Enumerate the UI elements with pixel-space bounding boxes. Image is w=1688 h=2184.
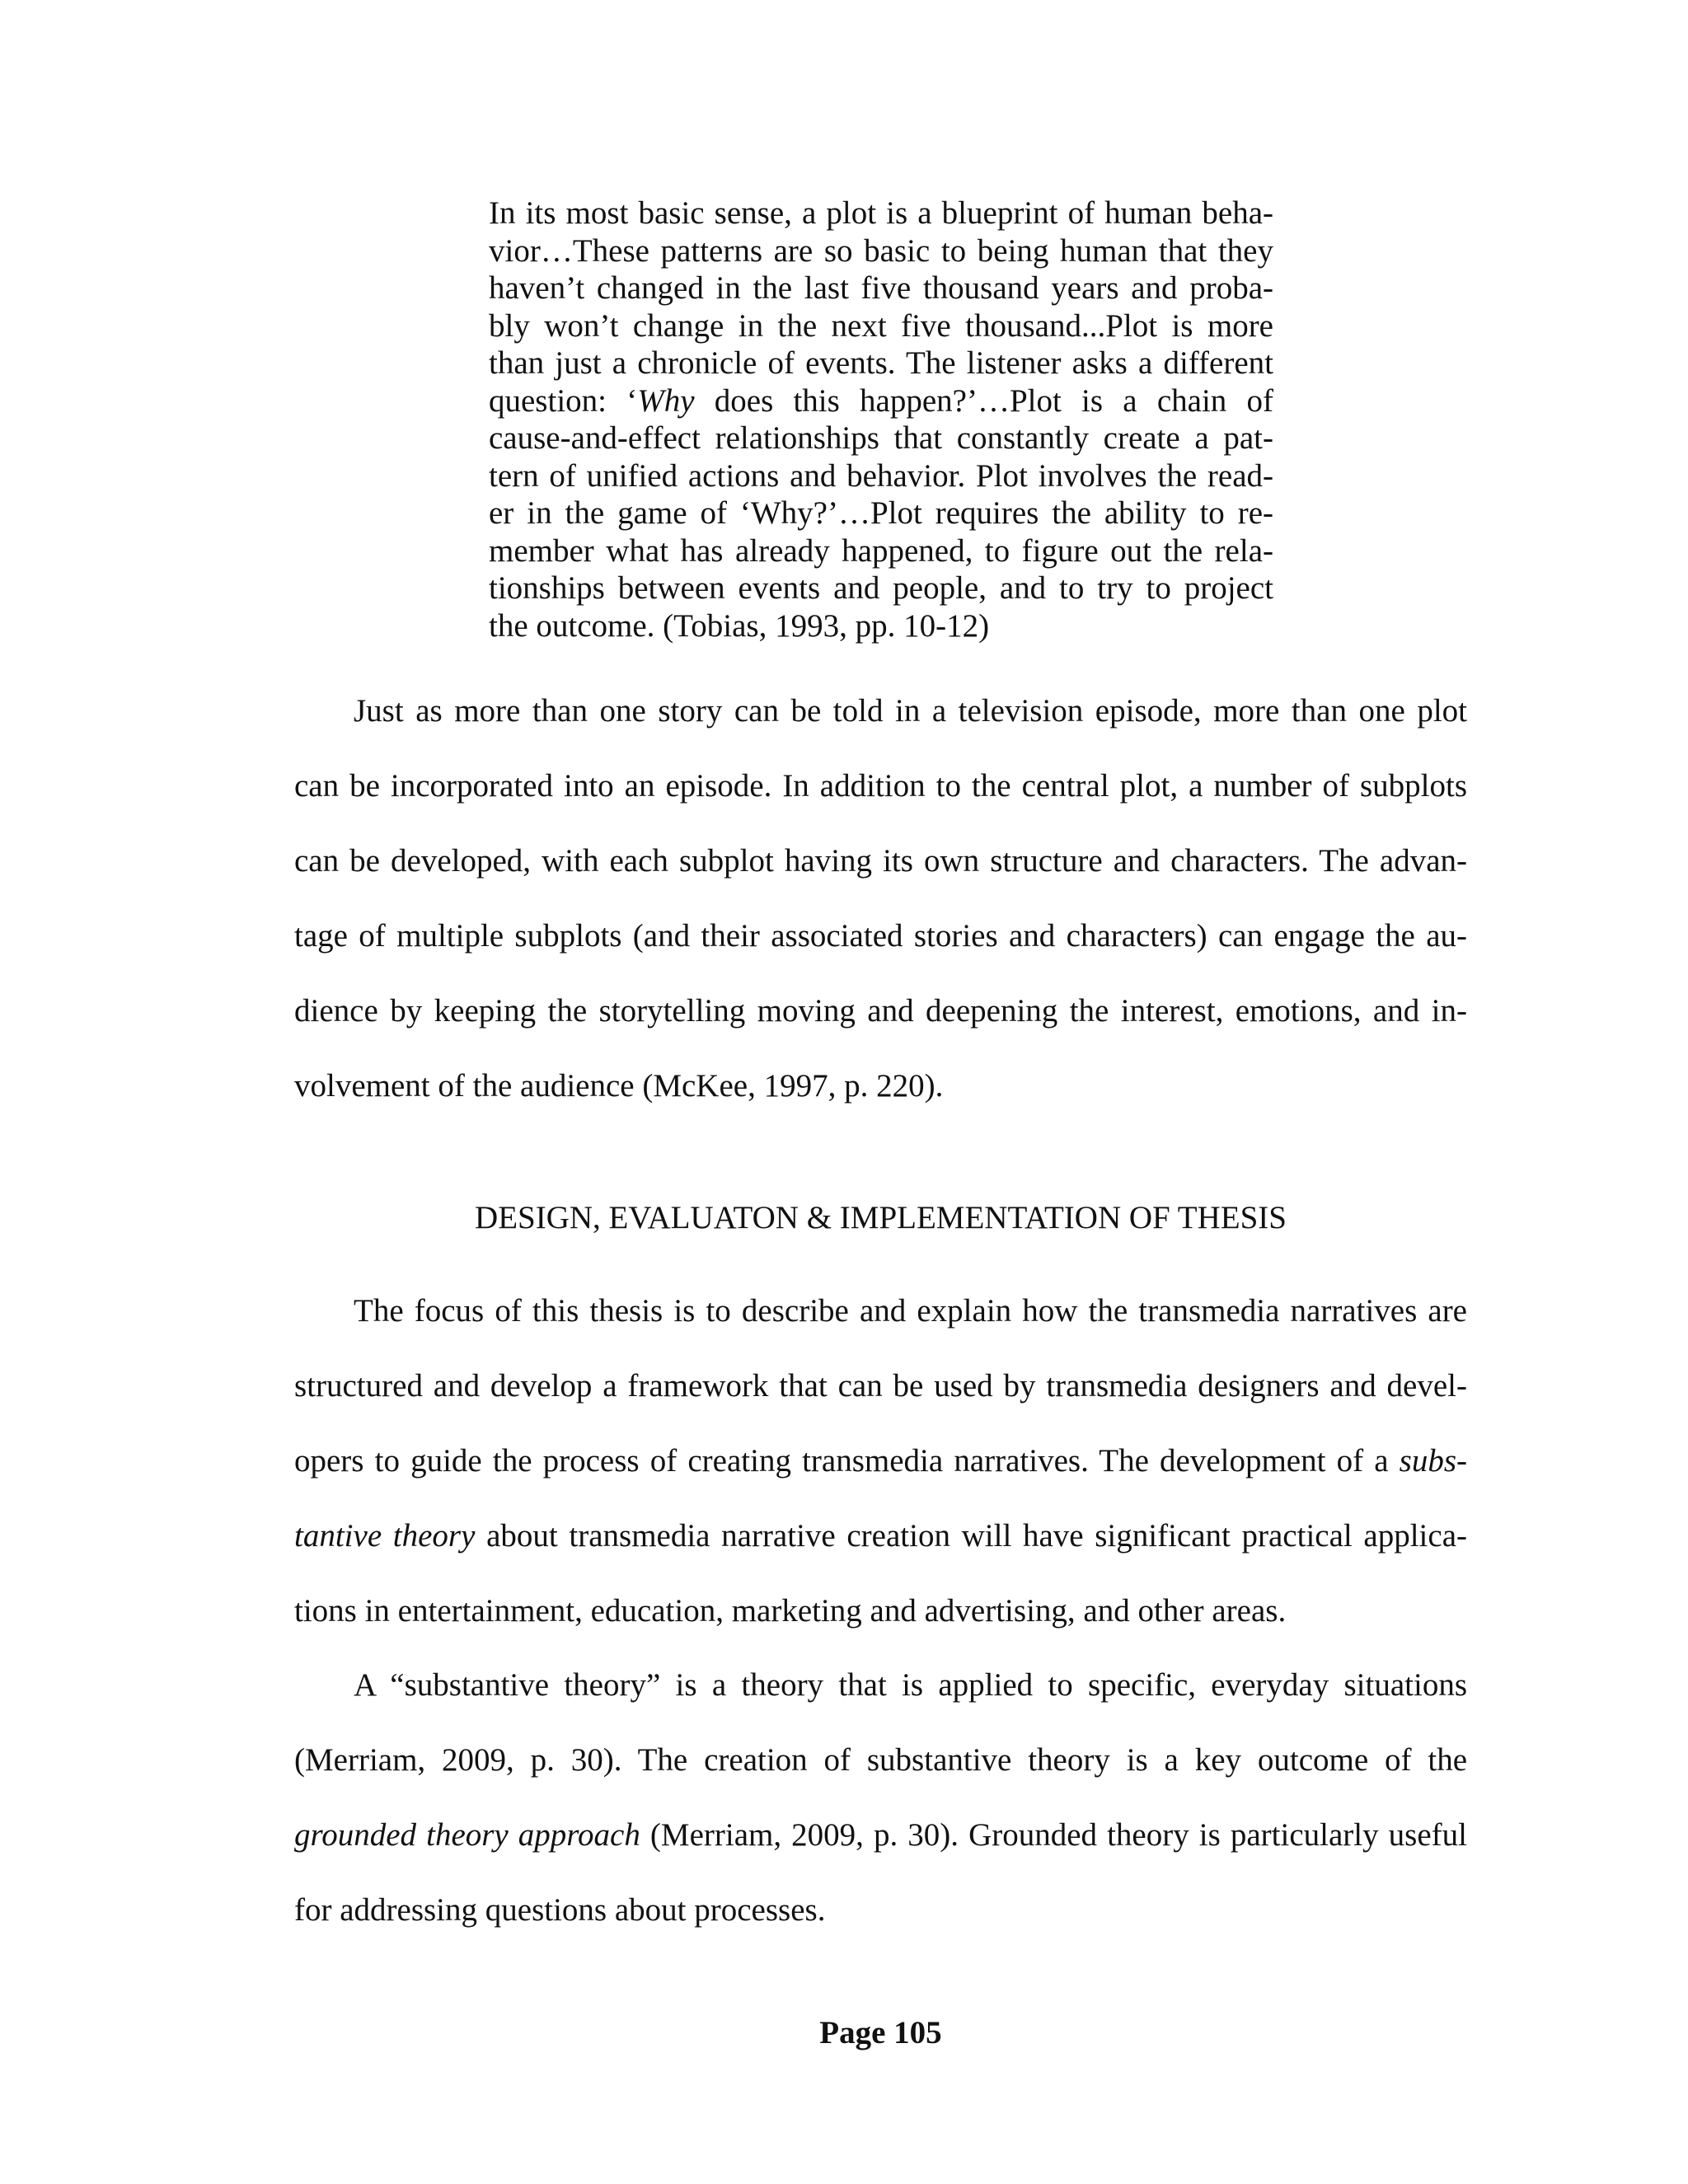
paragraph-substantive-theory: [294, 1647, 1467, 1947]
text-run: cause-and-effect relationships that constantly create a pat-: [489, 420, 1273, 456]
text-line: [489, 457, 1273, 495]
text-run: than just a chronicle of events. The listener asks a different: [489, 345, 1273, 381]
text-line: [294, 748, 1467, 823]
text-line: [294, 1797, 1467, 1872]
paragraph-subplots: [294, 673, 1467, 1123]
text-run: about transmedia narrative creation will have significant practical applica-: [475, 1518, 1467, 1554]
page-number: Page 105: [819, 2015, 942, 2050]
text-run: haven’t changed in the last five thousand years and proba-: [489, 270, 1273, 306]
text-line: [294, 1647, 1467, 1722]
text-run: structured and develop a framework that can be used by transmedia designers and devel-: [294, 1368, 1467, 1404]
text-run: volvement of the audience (McKee, 1997, p. 220).: [294, 1068, 944, 1104]
text-line: [489, 344, 1273, 382]
text-run: does this happen?’…Plot is a chain of: [694, 382, 1273, 419]
text-line: [294, 1048, 1467, 1123]
italic-text: tantive theory: [294, 1518, 476, 1554]
section-heading: DESIGN, EVALUATON & IMPLEMENTATION OF THESIS: [475, 1200, 1287, 1235]
text-line: [294, 1423, 1467, 1498]
text-line: [489, 307, 1273, 345]
text-line: [489, 194, 1273, 232]
text-run: opers to guide the process of creating transmedia narratives. The development of a: [294, 1443, 1400, 1479]
text-run: In its most basic sense, a plot is a blueprint of human beha-: [489, 195, 1273, 231]
text-line: [294, 1273, 1467, 1348]
text-run: (Merriam, 2009, p. 30). The creation of substantive theory is a key outcome of the: [294, 1742, 1467, 1778]
text-run: vior…These patterns are so basic to being human that they: [489, 232, 1273, 269]
text-run: question: ‘: [489, 382, 638, 419]
text-line: [294, 1872, 1467, 1947]
text-run: bly won’t change in the next five thousand...Plot is more: [489, 307, 1273, 344]
text-line: [294, 898, 1467, 973]
text-run: A “substantive theory” is a theory that is applied to specific, everyday situations: [354, 1667, 1467, 1703]
text-run: for addressing questions about processes.: [294, 1892, 826, 1928]
text-line: [489, 569, 1273, 607]
text-line: [294, 1722, 1467, 1797]
text-run: tern of unified actions and behavior. Plot involves the read-: [489, 457, 1273, 494]
text-run: The focus of this thesis is to describe and explain how the transmedia narratives are: [354, 1293, 1467, 1329]
text-run: can be developed, with each subplot having its own structure and characters. The advan-: [294, 843, 1467, 879]
text-line: [294, 1498, 1467, 1573]
text-line: [489, 419, 1273, 457]
text-line: [489, 269, 1273, 307]
text-line: [489, 494, 1273, 532]
text-run: (Merriam, 2009, p. 30). Grounded theory is particularly useful: [640, 1817, 1467, 1853]
text-run: er in the game of ‘Why?’…Plot requires the ability to re-: [489, 495, 1273, 531]
text-line: [294, 673, 1467, 748]
text-run: member what has already happened, to figure out the rela-: [489, 532, 1273, 569]
text-run: can be incorporated into an episode. In addition to the central plot, a number of subplots: [294, 768, 1467, 804]
block-quote: [489, 194, 1273, 644]
text-run: dience by keeping the storytelling moving and deepening the interest, emotions, and in-: [294, 993, 1467, 1029]
text-line: [294, 1348, 1467, 1423]
text-line: [294, 1573, 1467, 1648]
text-line: [489, 232, 1273, 270]
text-run: tage of multiple subplots (and their associated stories and characters) can engage the au-: [294, 918, 1467, 954]
text-run: Just as more than one story can be told in a television episode, more than one plot: [354, 693, 1467, 729]
text-run: the outcome. (Tobias, 1993, pp. 10-12): [489, 607, 990, 644]
text-line: [489, 532, 1273, 570]
text-line: [294, 823, 1467, 898]
text-line: [294, 973, 1467, 1048]
text-line: [489, 607, 1273, 645]
italic-text: grounded theory approach: [294, 1817, 640, 1853]
text-run: tionships between events and people, and to try to project: [489, 570, 1273, 606]
paragraph-thesis-focus: [294, 1273, 1467, 1648]
italic-text: subs-: [1399, 1443, 1467, 1479]
text-line: [489, 382, 1273, 420]
text-run: tions in entertainment, education, marketing and advertising, and other areas.: [294, 1593, 1287, 1629]
italic-text: Why: [637, 382, 695, 419]
